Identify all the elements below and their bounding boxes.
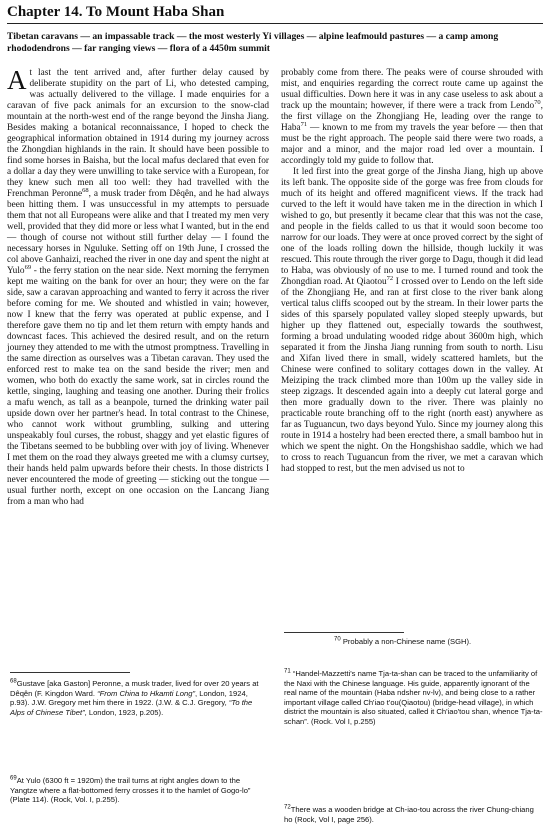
footnote-divider-right xyxy=(284,632,404,633)
right-text-1b: , the first village on the Zhongjiang He, leading over the range to Haba xyxy=(281,101,543,133)
left-text-b: , a musk trader from Dêqên, and he had always been hitting them. I was unsuccessful in my attempts to persuade them that not all Europeans were alike and that I treated my men very well, provided that they did more or less what I wanted, but in the end — though of course not without still further delay — I found the necessary horses in Nguluke. Setting off on 19th June, I crossed the col above Ganhaizi, reached the river in one day and spent the night at Yulo xyxy=(7,189,269,276)
footnote-72 xyxy=(284,805,544,824)
footnote-71-number: 71 xyxy=(284,668,291,675)
footnote-ref-68[interactable]: 68 xyxy=(82,186,89,194)
footnote-68-book-title-2: “To the Alps of Chinese Tibet” xyxy=(10,698,253,717)
footnote-72-number: 72 xyxy=(284,804,291,811)
footnote-69-number: 69 xyxy=(10,775,17,782)
footnote-72-text: There was a wooden bridge at Ch-iao-tou across the river Chung-chiang ho (Rock, Vol I, page 256). xyxy=(284,805,534,824)
footnote-68-text-c: , London, 1923, p.205). xyxy=(84,707,164,717)
right-text-1c: — known to me from my travels the year before — then that must be the right approach. The people said there were two roads, a major and a minor, and the major road led over a mountain. I accordingly told my guide to follow that. xyxy=(281,123,543,166)
footnote-68-number: 68 xyxy=(10,678,17,685)
footnote-ref-72[interactable]: 72 xyxy=(386,274,394,282)
footnote-70 xyxy=(334,637,542,647)
right-column xyxy=(281,68,543,475)
chapter-subtitle: Tibetan caravans — an impassable track — the most westerly Yi villages — alpine leafmould pastures — a camp among rhododendrons — far ranging views — flora of a 4450m summit xyxy=(7,31,499,54)
footnote-ref-70[interactable]: 70 xyxy=(534,98,541,106)
footnote-69-text: At Yulo (6300 ft = 1920m) the trail turns at right angles down to the Yangtze where a flat-bottomed ferry crosses it to the hamlet of Gogo-lo” (Plate 114). (Rock, Vol. I, p.255). xyxy=(10,776,251,805)
footnote-divider-left xyxy=(10,672,130,673)
drop-cap: A xyxy=(7,65,27,95)
left-text-c: - the ferry station on the near side. Next morning the ferrymen kept me waiting on the bank for over an hour; they were on the far side, saw a caravan approaching and wanted to ferry it across the river before coming for me. We shouted and whistled in vain; however, now I knew that the ferry was operated at public expense, and I therefore gave them no tip and let them return with empty hands and downcast faces. This achieved the desired result, and on the return journey they attended to me with the utmost promptness. Travelling in the same direction as ourselves was a Tibetan caravan. They used the enforced rest to make tea on the sand beside the river; men and women, who both do exactly the same work, sat in circles round the kettle, singing, laughing and teasing one another. During their frolics a mafu wench, as tall as a beanpole, turned the drinking water pail upside down over her partner's head. In total contrast to the Chinese, who cannot work without grumbling, sulking and uttering unspeakably foul curses, the robust, shaggy and yet elastic figures of the Tibetans seemed to be bubbling over with joy of living. Whenever I met them on the road they always greeted me with a clumsy curtsey, their hands held palm upwards before their chests. In those districts I never encountered the mode of greeting — sticking out the tongue — usual further north, except on one occasion on the Lancang Jiang from a man who had xyxy=(7,266,269,507)
chapter-title: Chapter 14. To Mount Haba Shan xyxy=(7,4,543,24)
right-text-1a: probably come from there. The peaks were of course shrouded with mist, and enquiries regarding the correct route came up against the usual difficulties. Down here it was in any case useless to ask about a track up the mountain; however, if there were a track from Lendo xyxy=(281,68,543,111)
left-paragraph xyxy=(7,65,269,508)
footnote-71 xyxy=(284,669,544,727)
footnote-68 xyxy=(10,679,268,717)
footnote-71-text: “Handel-Mazzetti's name Tja-ta-shan can be traced to the unfamiliarity of the Naxi with the Chinese language. His guide, apparently ignorant of the real name of the mountain (Haba ndsher nv-lv), and being close to a rather important village called Ch'iao t'ou(Qiaotou) (bridge-head village), in which district the mountain is also situated, called it Ch'iao'tou shan, whence Tja-ta-schan”. (Rock. Vol I, p.255) xyxy=(284,669,543,726)
left-text-a: t last the tent arrived and, after further delay caused by deliberate stupidity on the part of Li, who detested camping, was actually delivered to the village. I made enquiries for a caravan of five pack animals for an excursion to the snow-clad mountain at the north-west end of the range beyond the Jinsha Jiang. Besides making a botanical reconnaissance, I hoped to check the geographical information obtained in 1914 during my journey across the Zhongdian highlands in the rain. It should have been possible to find some horses in Baisha, but the local mafus declared that even for a dollar a day they were unwilling to take service with a European, for they knew such men all too well: they had travelled with the Frenchman Peronne xyxy=(7,68,269,199)
footnote-68-text-b: , London, 1924, p.93). J.W. Gregory met him there in 1922. (J.W. & C.J. Gregory, xyxy=(10,688,248,708)
footnote-ref-69[interactable]: 69 xyxy=(24,263,32,271)
footnote-70-text: Probably a non-Chinese name (SGH). xyxy=(342,637,472,646)
left-column xyxy=(7,65,269,508)
right-paragraph-2 xyxy=(281,167,543,475)
footnote-ref-71[interactable]: 71 xyxy=(300,120,308,128)
right-text-2a: It led first into the great gorge of the Jinsha Jiang, high up above its left bank. The opposite side of the gorge was free from clouds for much of its height and offered magnificent views. If the track had curved to the left it would have taken me in the direction in which I wished to go, but presently it became clear that this was not the case, and people in the fields called to us that it would soon become too narrow for our loads. They were at once proved correct by the sight of one of the loads rolling down the hillside, though luckily it was rescued. This route through the river gorge to Dagu, though it did lead to Haba, was obviously of no use to me. I turned round and took the Zhongdian road. At Qiaotou xyxy=(281,167,543,287)
footnote-69 xyxy=(10,776,268,805)
right-paragraph-1 xyxy=(281,68,543,167)
footnote-70-number: 70 xyxy=(334,636,341,643)
footnote-68-text-a: Gustave [aka Gaston] Peronne, a musk trader, lived for over 20 years at Dêqên (F. Kingdon Ward. xyxy=(10,679,259,698)
right-text-2b: I crossed over to Lendo on the left side of the Zhongjiang He, and ran at first close to the river bank along vertical talus cliffs scooped out by the stream. In their lower parts the sides of this sparsely populated valley sloped steeply upwards, but higher up they flattened out, especially towards the southwest, forming a broad undulating wooded ridge about 3600m high, which separated it from the Jinsha Jiang running from south to north. Lisu and Xifan lived there in small, widely scattered hamlets, but the Chinese were confined to solitary cottages down in the valley. At Meiziping the track climbed more than 100m up the valley side in steep zigzags. It descended again into a deeply cut lateral gorge and then more gradually down to the river. There was plainly no practicable route branching off to the right (north east) anywhere as far as Tuguancun, two days beyond Yulo. Since my journey along this route in 1914 a hostelry had been erected there, a small bamboo hut in which we spent the night. On the Hongshishao saddle, which we had to cross to reach Tuguancun from the river, we met a caravan which had stopped to rest, but the men advised us not to xyxy=(281,277,543,474)
footnote-68-book-title: “From China to Hkamti Long” xyxy=(97,688,196,698)
